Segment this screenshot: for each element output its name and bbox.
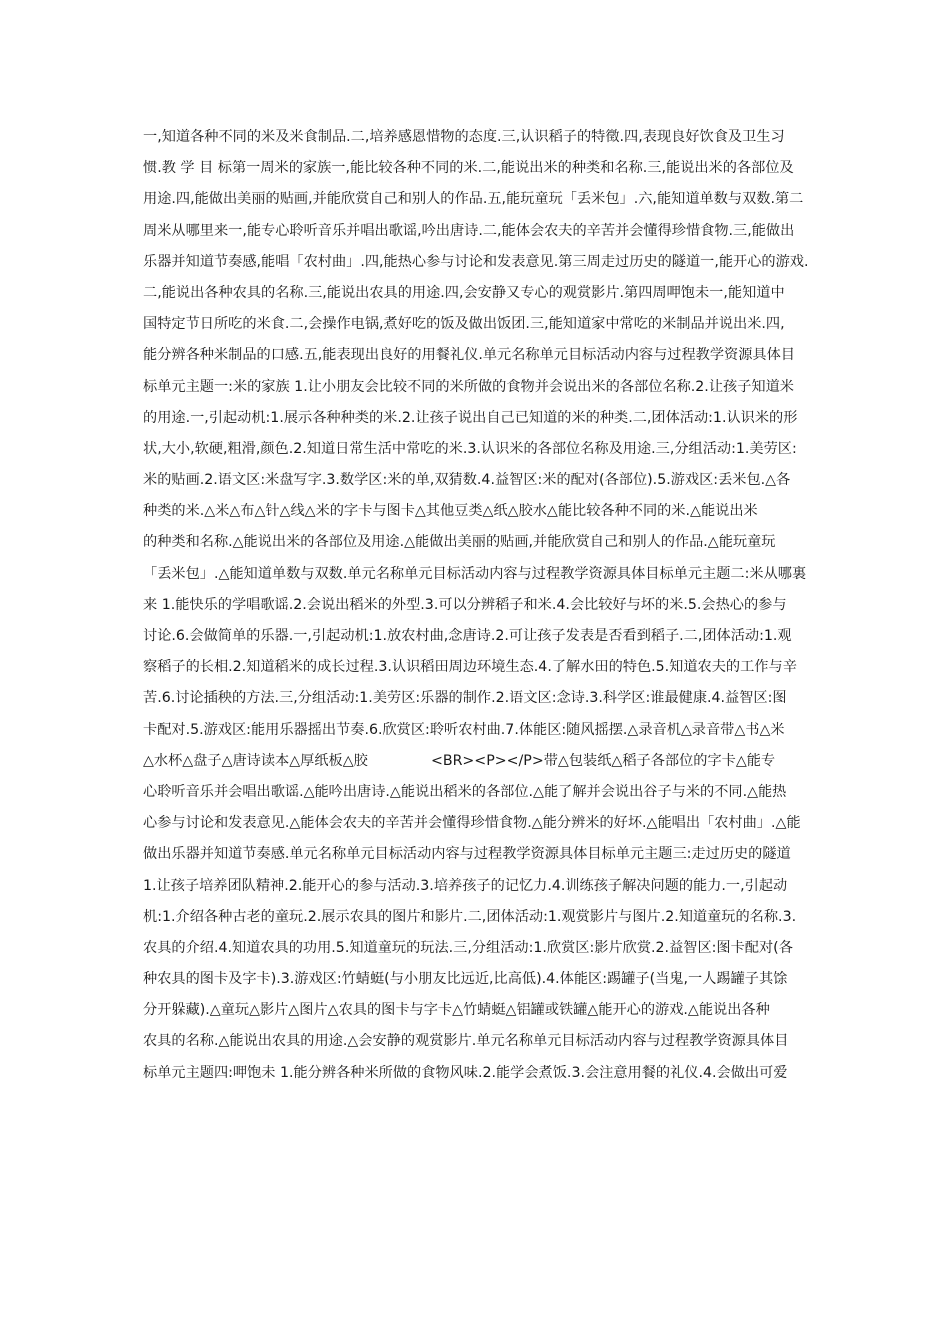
- text-line-content: 心参与讨论和发表意见.△能体会农夫的辛苦并会懂得珍惜食物.△能分辨米的好坏.△能唱出「农村曲」.△能: [143, 815, 801, 832]
- text-line-content: 用途.四,能做出美丽的贴画,并能欣赏自己和别人的作品.五,能玩童玩「丢米包」.六,能知道单数与双数.第二: [143, 191, 804, 208]
- text-line: [143, 902, 811, 933]
- text-line-content: 种类的米.△米△布△针△线△米的字卡与图卡△其他豆类△纸△胶水△能比较各种不同的米.△能说出米: [143, 503, 758, 520]
- text-line-content: 国特定节日所吃的米食.二,会操作电锅,煮好吃的饭及做出饭团.三,能知道家中常吃的米制品并说出米.四,: [143, 316, 785, 333]
- text-line: [143, 153, 811, 184]
- text-line: [143, 247, 811, 278]
- text-line: [143, 1026, 811, 1057]
- text-line-content: 状,大小,软硬,粗滑,颜色.2.知道日常生活中常吃的米.3.认识米的各部位名称及用途.三,分组活动:1.美劳区:: [143, 440, 797, 457]
- text-line-content: 讨论.6.会做简单的乐器.一,引起动机:1.放农村曲,念唐诗.2.可让孩子发表是否看到稻子.二,团体活动:1.观: [143, 628, 792, 644]
- text-line-content: 来 1.能快乐的学唱歌谣.2.会说出稻米的外型.3.可以分辨稻子和米.4.会比较好与坏的米.5.会热心的参与: [143, 596, 787, 613]
- text-line-content: 机:1.介绍各种古老的童玩.2.展示农具的图片和影片.二,团体活动:1.观赏影片与图片.2.知道童玩的名称.3.: [143, 908, 797, 925]
- text-line: [143, 621, 811, 652]
- text-line-content: 二,能说出各种农具的名称.三,能说出农具的用途.四,会安静又专心的观赏影片.第四周呷饱未一,能知道中: [143, 284, 785, 301]
- text-line: [143, 372, 811, 403]
- text-line-content: 苦.6.讨论插秧的方法.三,分组活动:1.美劳区:乐器的制作.2.语文区:念诗.3.科学区:谁最健康.4.益智区:图: [143, 690, 787, 707]
- text-line-content: 标单元主题一:米的家族 1.让小朋友会比较不同的米所做的食物并会说出米的各部位名称.2.让孩子知道米: [143, 378, 794, 395]
- text-line: [143, 122, 811, 153]
- text-line: [143, 777, 811, 808]
- text-line-content: 周米从哪里来一,能专心聆听音乐并唱出歌谣,吟出唐诗.二,能体会农夫的辛苦并会懂得珍惜食物.三,能做出: [143, 222, 795, 239]
- text-line: [143, 995, 811, 1026]
- text-line-content: 「丢米包」.△能知道单数与双数.单元名称单元目标活动内容与过程教学资源具体目标单元主题二:米从哪裏: [143, 565, 807, 582]
- text-line: [143, 871, 811, 902]
- text-line-content: 的种类和名称.△能说出米的各部位及用途.△能做出美丽的贴画,并能欣赏自己和别人的作品.△能玩童玩: [143, 534, 776, 551]
- text-line-content: 惯.教 学 目 标第一周米的家族一,能比较各种不同的米.二,能说出米的种类和名称.三,能说出米的各部位及: [143, 160, 794, 177]
- text-line-content: 察稻子的长相.2.知道稻米的成长过程.3.认识稻田周边环境生态.4.了解水田的特色.5.知道农夫的工作与辛: [143, 659, 797, 676]
- text-line: [143, 590, 811, 621]
- text-line-content: 农具的名称.△能说出农具的用途.△会安静的观赏影片.单元名称单元目标活动内容与过程教学资源具体目: [143, 1033, 789, 1050]
- text-line: [143, 839, 811, 870]
- text-line: [143, 434, 811, 465]
- text-line-content: 分开躲藏).△童玩△影片△图片△农具的图卡与字卡△竹蜻蜓△铝罐或铁罐△能开心的游戏.△能说出各种: [143, 1002, 770, 1019]
- text-line-content: 能分辨各种米制品的口感.五,能表现出良好的用餐礼仪.单元名称单元目标活动内容与过程教学资源具体目: [143, 347, 795, 364]
- text-line-content: 做出乐器并知道节奏感.单元名称单元目标活动内容与过程教学资源具体目标单元主题三:走过历史的隧道: [143, 846, 791, 863]
- text-line: [143, 496, 811, 527]
- text-line: [143, 652, 811, 683]
- text-line: [143, 465, 811, 496]
- text-line: [143, 746, 811, 777]
- text-line: [143, 559, 811, 590]
- text-line-content: 种农具的图卡及字卡).3.游戏区:竹蜻蜓(与小朋友比远近,比高低).4.体能区:踢罐子(当鬼,一人踢罐子其馀: [143, 971, 788, 988]
- text-line: [143, 808, 811, 839]
- text-line: [143, 278, 811, 309]
- text-line: [143, 1058, 811, 1089]
- text-line-content: 乐器并知道节奏感,能唱「农村曲」.四,能热心参与讨论和发表意见.第三周走过历史的隧道一,能开心的游戏.: [143, 253, 809, 270]
- text-line: [143, 964, 811, 995]
- body-text: [143, 122, 811, 1089]
- text-line-content: △水杯△盘子△唐诗读本△厚纸板△胶 <BR><P></P>带△包装纸△稻子各部位的字卡△能专: [143, 752, 776, 769]
- text-line: [143, 403, 811, 434]
- text-line: [143, 715, 811, 746]
- text-line-content: 一,知道各种不同的米及米食制品.二,培养感恩惜物的态度.三,认识稻子的特徵.四,表现良好饮食及卫生习: [143, 129, 785, 145]
- text-line-content: 的用途.一,引起动机:1.展示各种种类的米.2.让孩子说出自己已知道的米的种类.二,团体活动:1.认识米的形: [143, 409, 798, 426]
- text-line-content: 标单元主题四:呷饱未 1.能分辨各种米所做的食物风味.2.能学会煮饭.3.会注意用餐的礼仪.4.会做出可爱: [143, 1064, 788, 1081]
- text-line-content: 心聆听音乐并会唱出歌谣.△能吟出唐诗.△能说出稻米的各部位.△能了解并会说出谷子与米的不同.△能热: [143, 783, 787, 800]
- text-line: [143, 309, 811, 340]
- text-line: [143, 683, 811, 714]
- text-line-content: 卡配对.5.游戏区:能用乐器摇出节奏.6.欣赏区:聆听农村曲.7.体能区:随风摇摆.△录音机△录音带△书△米: [143, 721, 785, 738]
- text-line: [143, 340, 811, 371]
- text-line: [143, 527, 811, 558]
- text-line: [143, 216, 811, 247]
- text-line-content: 米的贴画.2.语文区:米盘写字.3.数学区:米的单,双猜数.4.益智区:米的配对(各部位).5.游戏区:丢米包.△各: [143, 472, 791, 489]
- text-line: [143, 933, 811, 964]
- text-line-content: 农具的介绍.4.知道农具的功用.5.知道童玩的玩法.三,分组活动:1.欣赏区:影片欣赏.2.益智区:图卡配对(各: [143, 939, 793, 956]
- text-line: [143, 184, 811, 215]
- text-line-content: 1.让孩子培养团队精神.2.能开心的参与活动.3.培养孩子的记忆力.4.训练孩子解决问题的能力.一,引起动: [143, 877, 788, 894]
